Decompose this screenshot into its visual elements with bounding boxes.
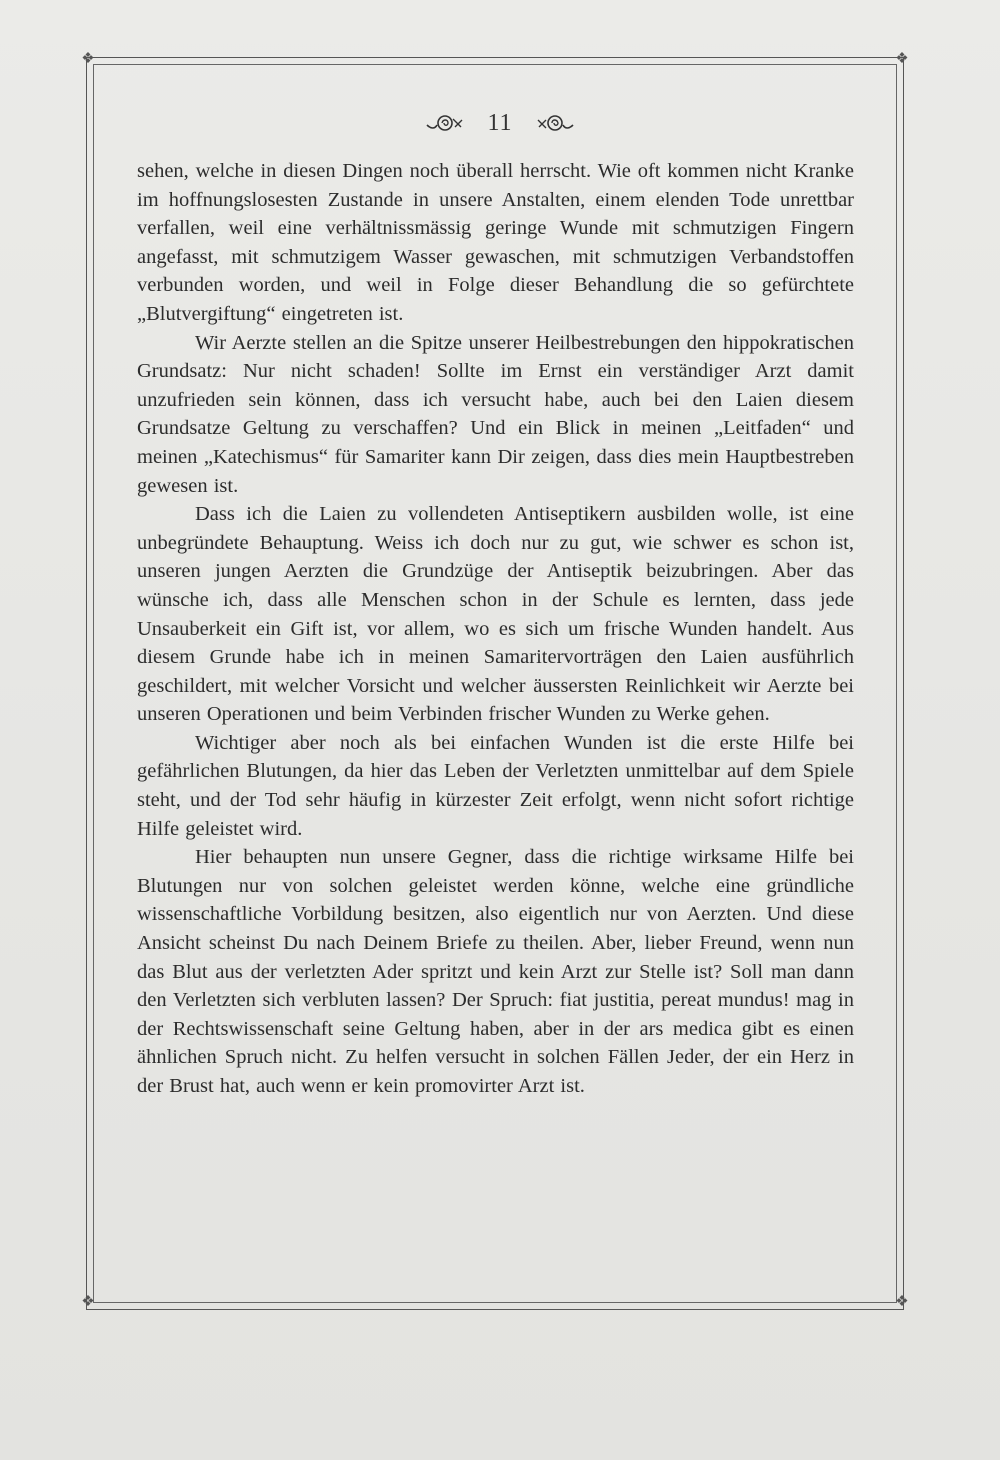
- paragraph: Wir Aerzte stellen an die Spitze unserer Heilbestrebungen den hippokratischen Grundsatz: Nur nicht schaden! Sollte im Ernst ein verständiger Arzt damit unzufrieden sein können, dass ich versucht habe, auch bei den Laien diesem Grundsatze Geltung zu verschaffen? Und ein Blick in meinen „Leitfaden“ und meinen „Katechismus“ für Samariter kann Dir zeigen, dass dies mein Hauptbestreben gewesen ist.: [137, 331, 854, 497]
- paragraph: Wichtiger aber noch als bei einfachen Wunden ist die erste Hilfe bei gefährlichen Blutungen, da hier das Leben der Verletzten unmittelbar auf dem Spiele steht, und der Tod sehr häufig in kürzester Zeit erfolgt, wenn nicht sofort richtige Hilfe geleistet wird.: [137, 731, 854, 840]
- corner-ornament-icon: ❖: [81, 1294, 95, 1310]
- page-header: [0, 105, 1000, 141]
- left-ornament-icon: [425, 111, 465, 135]
- corner-ornament-icon: ❖: [895, 51, 909, 67]
- right-ornament-icon: [535, 111, 575, 135]
- page-number: 11: [487, 109, 513, 136]
- paragraph: sehen, welche in diesen Dingen noch überall herrscht. Wie oft kommen nicht Kranke im hoffnungslosesten Zustande in unsere Anstalten, einem elenden Tode unrettbar verfallen, weil eine verhältnissmässig geringe Wunde mit schmutzigen Fingern angefasst, mit schmutzigem Wasser gewaschen, mit schmutzigen Verbandstoffen verbunden worden, und weil in Folge dieser Behandlung die so gefürchtete „Blutvergiftung“ eingetreten ist.: [137, 160, 854, 325]
- paragraph: Dass ich die Laien zu vollendeten Antiseptikern ausbilden wolle, ist eine unbegründete Behauptung. Weiss ich doch nur zu gut, wie schwer es schon ist, unseren jungen Aerzten die Grundzüge der Antiseptik beizubringen. Aber das wünsche ich, dass alle Menschen schon in der Schule es lernten, dass jede Unsauberkeit ein Gift ist, vor allem, wo es sich um frische Wunden handelt. Aus diesem Grunde habe ich in meinen Samaritervorträgen den Laien ausführlich geschildert, mit welcher Vorsicht und welcher äussersten Reinlichkeit wir Aerzte bei unseren Operationen und beim Verbinden frischer Wunden zu Werke gehen.: [137, 503, 854, 726]
- paragraph: Hier behaupten nun unsere Gegner, dass die richtige wirksame Hilfe bei Blutungen nur von solchen geleistet werden könne, welche eine gründliche wissenschaftliche Vorbildung besitzen, also eigentlich nur von Aerzten. Und diese Ansicht scheinst Du nach Deinem Briefe zu theilen. Aber, lieber Freund, wenn nun das Blut aus der verletzten Ader spritzt und kein Arzt zur Stelle ist? Soll man dann den Verletzten sich verbluten lassen? Der Spruch: fiat justitia, pereat mundus! mag in der Rechtswissenschaft seine Geltung haben, aber in der ars medica gibt es einen ähnlichen Spruch nicht. Zu helfen versucht in solchen Fällen Jeder, der ein Herz in der Brust hat, auch wenn er kein promovirter Arzt ist.: [137, 846, 854, 1097]
- corner-ornament-icon: ❖: [81, 51, 95, 67]
- corner-ornament-icon: ❖: [895, 1294, 909, 1310]
- body-text: [137, 157, 854, 1101]
